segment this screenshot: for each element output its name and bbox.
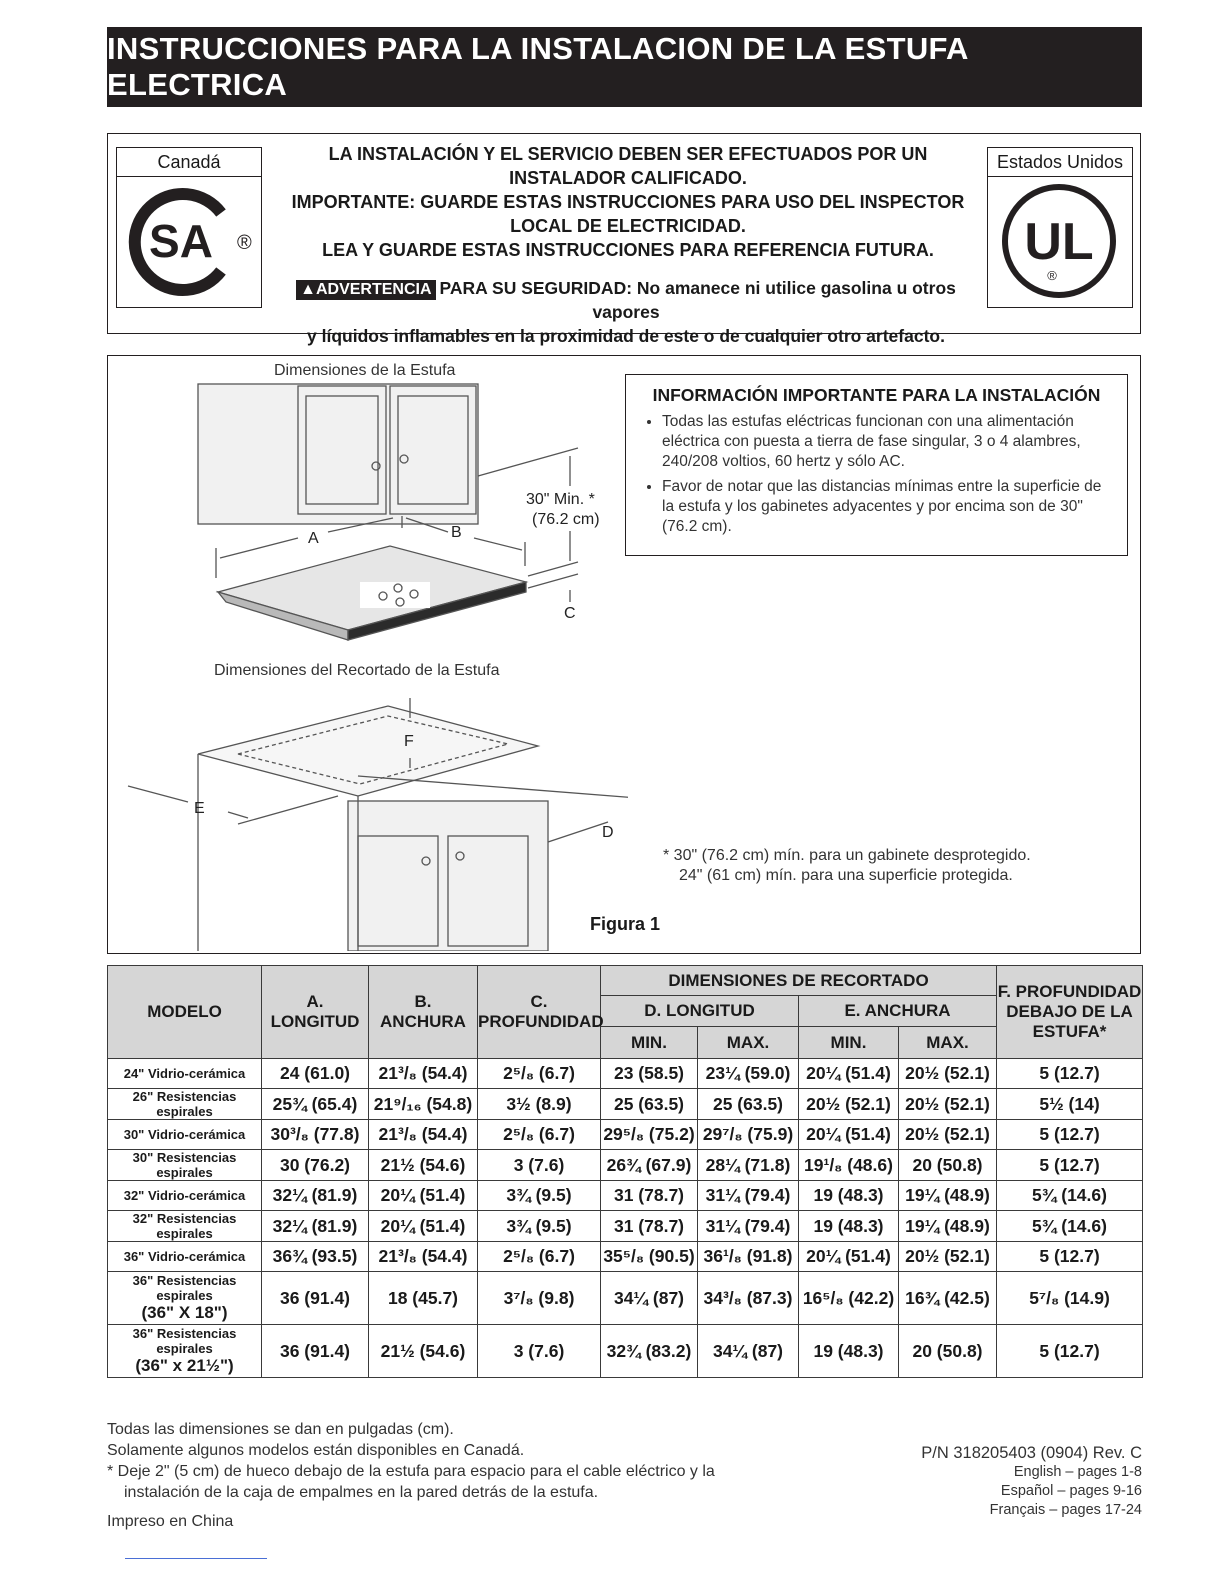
- cell-model-size: (36" X 18"): [141, 1303, 228, 1322]
- dimensions-table: [107, 965, 1142, 1378]
- cell-a: 36 (91.4): [262, 1325, 369, 1378]
- cell-d-max: 36¹/₈ (91.8): [698, 1242, 799, 1272]
- cell-d-min: 31 (78.7): [601, 1181, 698, 1211]
- warning-badge: [296, 280, 435, 300]
- cell-e-max: 20½ (52.1): [899, 1059, 997, 1089]
- cell-e-min: 16⁵/₈ (42.2): [799, 1272, 899, 1325]
- svg-text:SA: SA: [149, 215, 213, 267]
- cell-d-min: 29⁵/₈ (75.2): [601, 1120, 698, 1150]
- cell-model: [108, 1325, 262, 1378]
- table-row: [108, 1089, 1143, 1120]
- header-d-min: MIN.: [601, 1027, 698, 1059]
- dimension-label-a: A: [308, 530, 319, 547]
- cell-d-min: 35⁵/₈ (90.5): [601, 1242, 698, 1272]
- cell-f: 5¾ (14.6): [997, 1211, 1143, 1242]
- cell-c: 2⁵/₈ (6.7): [478, 1059, 601, 1089]
- warning-badge-label: ADVERTENCIA: [315, 281, 432, 298]
- warning-text: y líquidos inflamables en la proximidad de este o de cualquier otro artefacto.: [307, 326, 945, 346]
- clearance-note: [663, 846, 1031, 886]
- cell-b: 21³/₈ (54.4): [369, 1242, 478, 1272]
- bottom-rule: [125, 1558, 267, 1559]
- cell-e-max: 20 (50.8): [899, 1325, 997, 1378]
- cell-e-min: 20½ (52.1): [799, 1089, 899, 1120]
- cell-d-min: 32¾ (83.2): [601, 1325, 698, 1378]
- cell-e-max: 20½ (52.1): [899, 1089, 997, 1120]
- cell-b: 20¼ (51.4): [369, 1211, 478, 1242]
- cell-e-min: 19¹/₈ (48.6): [799, 1150, 899, 1181]
- cell-d-max: 31¼ (79.4): [698, 1211, 799, 1242]
- header-a-label: LONGITUD: [270, 1012, 360, 1031]
- cell-a: 32¼ (81.9): [262, 1211, 369, 1242]
- warning-text: PARA SU SEGURIDAD: No amanece ni utilice gasolina u otros vapores: [439, 278, 956, 322]
- cell-model: 24" Vidrio-cerámica: [108, 1059, 262, 1089]
- cell-e-max: 19¼ (48.9): [899, 1181, 997, 1211]
- clearance-note-line: 24" (61 cm) mín. para una superficie protegida.: [679, 867, 1013, 884]
- cell-a: 30³/₈ (77.8): [262, 1120, 369, 1150]
- table-row: [108, 1211, 1143, 1242]
- installation-diagram: [108, 356, 628, 951]
- cell-b: 21³/₈ (54.4): [369, 1120, 478, 1150]
- cell-f: 5⁷/₈ (14.9): [997, 1272, 1143, 1325]
- stove-dimensions-caption: Dimensiones de la Estufa: [274, 362, 456, 379]
- language-pages: Español – pages 9-16: [1000, 1483, 1142, 1499]
- table-row: [108, 1059, 1143, 1089]
- svg-text:®: ®: [1047, 268, 1057, 283]
- part-number: P/N 318205403 (0904) Rev. C: [921, 1444, 1142, 1462]
- csa-logo-frame: [116, 176, 262, 308]
- cell-e-min: 20¼ (51.4): [799, 1059, 899, 1089]
- cell-c: 3½ (8.9): [478, 1089, 601, 1120]
- header-c-letter: C.: [530, 992, 548, 1011]
- cell-e-min: 19 (48.3): [799, 1211, 899, 1242]
- install-notice: [273, 142, 983, 262]
- header-model: MODELO: [108, 966, 262, 1059]
- cell-a: 36¾ (93.5): [262, 1242, 369, 1272]
- cell-c: 3¾ (9.5): [478, 1181, 601, 1211]
- header-b-letter: B.: [414, 992, 432, 1011]
- cell-d-max: 25 (63.5): [698, 1089, 799, 1120]
- cell-model: 36" Vidrio-cerámica: [108, 1242, 262, 1272]
- cell-b: 21⁹/₁₆ (54.8): [369, 1089, 478, 1120]
- cell-e-max: 16¾ (42.5): [899, 1272, 997, 1325]
- cell-d-min: 34¼ (87): [601, 1272, 698, 1325]
- cell-d-min: 26¾ (67.9): [601, 1150, 698, 1181]
- safety-header: [107, 133, 1141, 346]
- dimension-label-d: D: [602, 824, 614, 841]
- header-d: D. LONGITUD: [601, 996, 799, 1027]
- table-row: [108, 1150, 1143, 1181]
- usa-label: Estados Unidos: [987, 147, 1133, 177]
- cell-e-max: 20 (50.8): [899, 1150, 997, 1181]
- cell-model-name: 36" Resistencias espirales: [132, 1273, 237, 1303]
- cell-f: 5 (12.7): [997, 1120, 1143, 1150]
- warning-triangle-icon: ▲: [300, 281, 316, 298]
- cell-d-max: 31¼ (79.4): [698, 1181, 799, 1211]
- page-title: INSTRUCCIONES PARA LA INSTALACION DE LA ESTUFA ELECTRICA: [107, 27, 1142, 107]
- language-pages: Français – pages 17-24: [989, 1502, 1142, 1518]
- cell-c: 3 (7.6): [478, 1150, 601, 1181]
- installation-info-box: [625, 374, 1128, 556]
- cell-e-max: 20½ (52.1): [899, 1242, 997, 1272]
- figure-label: Figura 1: [590, 914, 661, 934]
- cell-a: 25¾ (65.4): [262, 1089, 369, 1120]
- cell-f: 5¾ (14.6): [997, 1181, 1143, 1211]
- dimension-label-c: C: [564, 605, 576, 622]
- cell-f: 5 (12.7): [997, 1242, 1143, 1272]
- footer-note: instalación de la caja de empalmes en la pared detrás de la estufa.: [124, 1484, 599, 1501]
- cell-d-max: 29⁷/₈ (75.9): [698, 1120, 799, 1150]
- clearance-metric: (76.2 cm): [532, 511, 600, 528]
- svg-text:®: ®: [237, 232, 252, 254]
- header-f-line: DEBAJO DE LA: [1006, 1002, 1133, 1021]
- cell-a: 32¼ (81.9): [262, 1181, 369, 1211]
- cell-b: 18 (45.7): [369, 1272, 478, 1325]
- cell-e-min: 19 (48.3): [799, 1181, 899, 1211]
- cell-model: 32" Resistencias espirales: [108, 1211, 262, 1242]
- cell-c: 2⁵/₈ (6.7): [478, 1242, 601, 1272]
- notice-line: INSTALADOR CALIFICADO.: [509, 168, 747, 188]
- info-item: • Todas las estufas eléctricas funcionan con una alimentación eléctrica con puesta a tierra de fase singular, 3 o 4 alambres, 240/208 voltios, 60 hertz y sólo AC.: [662, 412, 1111, 472]
- clearance-note-line: * 30" (76.2 cm) mín. para un gabinete desprotegido.: [663, 847, 1031, 864]
- cell-f: 5½ (14): [997, 1089, 1143, 1120]
- cell-d-min: 23 (58.5): [601, 1059, 698, 1089]
- footer-note: * Deje 2" (5 cm) de hueco debajo de la estufa para espacio para el cable eléctrico y la: [107, 1463, 715, 1480]
- clearance-label: 30" Min. *: [526, 491, 595, 508]
- header-c: [478, 966, 604, 1059]
- ul-logo-frame: [987, 176, 1133, 308]
- cell-d-max: 34³/₈ (87.3): [698, 1272, 799, 1325]
- cell-d-max: 28¼ (71.8): [698, 1150, 799, 1181]
- header-cutout: DIMENSIONES DE RECORTADO: [601, 966, 997, 996]
- dimension-label-b: B: [451, 524, 462, 541]
- cell-a: 36 (91.4): [262, 1272, 369, 1325]
- cell-f: 5 (12.7): [997, 1059, 1143, 1089]
- cell-c: 3 (7.6): [478, 1325, 601, 1378]
- notice-line: LA INSTALACIÓN Y EL SERVICIO DEBEN SER EFECTUADOS POR UN: [328, 144, 928, 164]
- dimension-label-f: F: [404, 733, 414, 750]
- svg-text:UL: UL: [1024, 213, 1094, 271]
- table-row: [108, 1272, 1143, 1325]
- cutout-dimensions-caption: Dimensiones del Recortado de la Estufa: [214, 662, 500, 679]
- cell-model: 32" Vidrio-cerámica: [108, 1181, 262, 1211]
- table-row: [108, 1120, 1143, 1150]
- cell-model: [108, 1272, 262, 1325]
- cell-c: 3¾ (9.5): [478, 1211, 601, 1242]
- cell-d-max: 23¼ (59.0): [698, 1059, 799, 1089]
- printed-in: Impreso en China: [107, 1513, 234, 1530]
- cell-a: 30 (76.2): [262, 1150, 369, 1181]
- table-row: [108, 1181, 1143, 1211]
- header-d-max: MAX.: [698, 1027, 799, 1059]
- dimension-label-e: E: [194, 800, 205, 817]
- notice-line: LEA Y GUARDE ESTAS INSTRUCCIONES PARA REFERENCIA FUTURA.: [322, 240, 934, 260]
- cell-model: 30" Resistencias espirales: [108, 1150, 262, 1181]
- notice-line: LOCAL DE ELECTRICIDAD.: [510, 216, 746, 236]
- cell-c: 2⁵/₈ (6.7): [478, 1120, 601, 1150]
- header-e-max: MAX.: [899, 1027, 997, 1059]
- header-a-letter: A.: [306, 992, 324, 1011]
- cell-b: 21½ (54.6): [369, 1325, 478, 1378]
- header-f-line: F. PROFUNDIDAD: [997, 982, 1142, 1001]
- table-row: [108, 1242, 1143, 1272]
- figure-panel: [107, 355, 1141, 954]
- cell-a: 24 (61.0): [262, 1059, 369, 1089]
- notice-line: IMPORTANTE: GUARDE ESTAS INSTRUCCIONES PARA USO DEL INSPECTOR: [291, 192, 965, 212]
- cell-f: 5 (12.7): [997, 1325, 1143, 1378]
- footer-notes: [107, 1419, 827, 1503]
- header-e: E. ANCHURA: [799, 996, 997, 1027]
- canada-label: Canadá: [116, 147, 262, 177]
- footer-note: Solamente algunos modelos están disponibles en Canadá.: [107, 1442, 525, 1459]
- cell-b: 21½ (54.6): [369, 1150, 478, 1181]
- cell-c: 3⁷/₈ (9.8): [478, 1272, 601, 1325]
- cell-f: 5 (12.7): [997, 1150, 1143, 1181]
- language-pages: English – pages 1-8: [1013, 1464, 1142, 1480]
- cell-b: 20¼ (51.4): [369, 1181, 478, 1211]
- info-item: • Favor de notar que las distancias mínimas entre la superficie de la estufa y los gabinetes adyacentes y por encima son de 30" (76.2 cm).: [662, 477, 1111, 537]
- cell-e-min: 19 (48.3): [799, 1325, 899, 1378]
- header-f-line: ESTUFA*: [1032, 1022, 1107, 1041]
- csa-logo-icon: [117, 177, 260, 306]
- cell-model: 30" Vidrio-cerámica: [108, 1120, 262, 1150]
- part-number-block: [921, 1444, 1142, 1520]
- cell-e-max: 19¼ (48.9): [899, 1211, 997, 1242]
- header-b-label: ANCHURA: [380, 1012, 466, 1031]
- cell-e-max: 20½ (52.1): [899, 1120, 997, 1150]
- info-title: INFORMACIÓN IMPORTANTE PARA LA INSTALACIÓN: [652, 385, 1101, 405]
- cell-d-min: 25 (63.5): [601, 1089, 698, 1120]
- header-a: [262, 966, 369, 1059]
- ul-logo-icon: [988, 177, 1131, 306]
- warning-notice: [266, 276, 986, 348]
- cell-model-name: 36" Resistencias espirales: [132, 1326, 237, 1356]
- table-row: [108, 1325, 1143, 1378]
- header-c-label: PROFUNDIDAD: [478, 1012, 604, 1031]
- header-b: [369, 966, 478, 1059]
- cell-model-size: (36" x 21½"): [135, 1356, 234, 1375]
- cell-b: 21³/₈ (54.4): [369, 1059, 478, 1089]
- footer-note: Todas las dimensiones se dan en pulgadas (cm).: [107, 1421, 454, 1438]
- header-e-min: MIN.: [799, 1027, 899, 1059]
- cell-d-max: 34¼ (87): [698, 1325, 799, 1378]
- cell-model: 26" Resistencias espirales: [108, 1089, 262, 1120]
- cell-d-min: 31 (78.7): [601, 1211, 698, 1242]
- cell-e-min: 20¼ (51.4): [799, 1242, 899, 1272]
- cell-e-min: 20¼ (51.4): [799, 1120, 899, 1150]
- header-f: [997, 966, 1143, 1059]
